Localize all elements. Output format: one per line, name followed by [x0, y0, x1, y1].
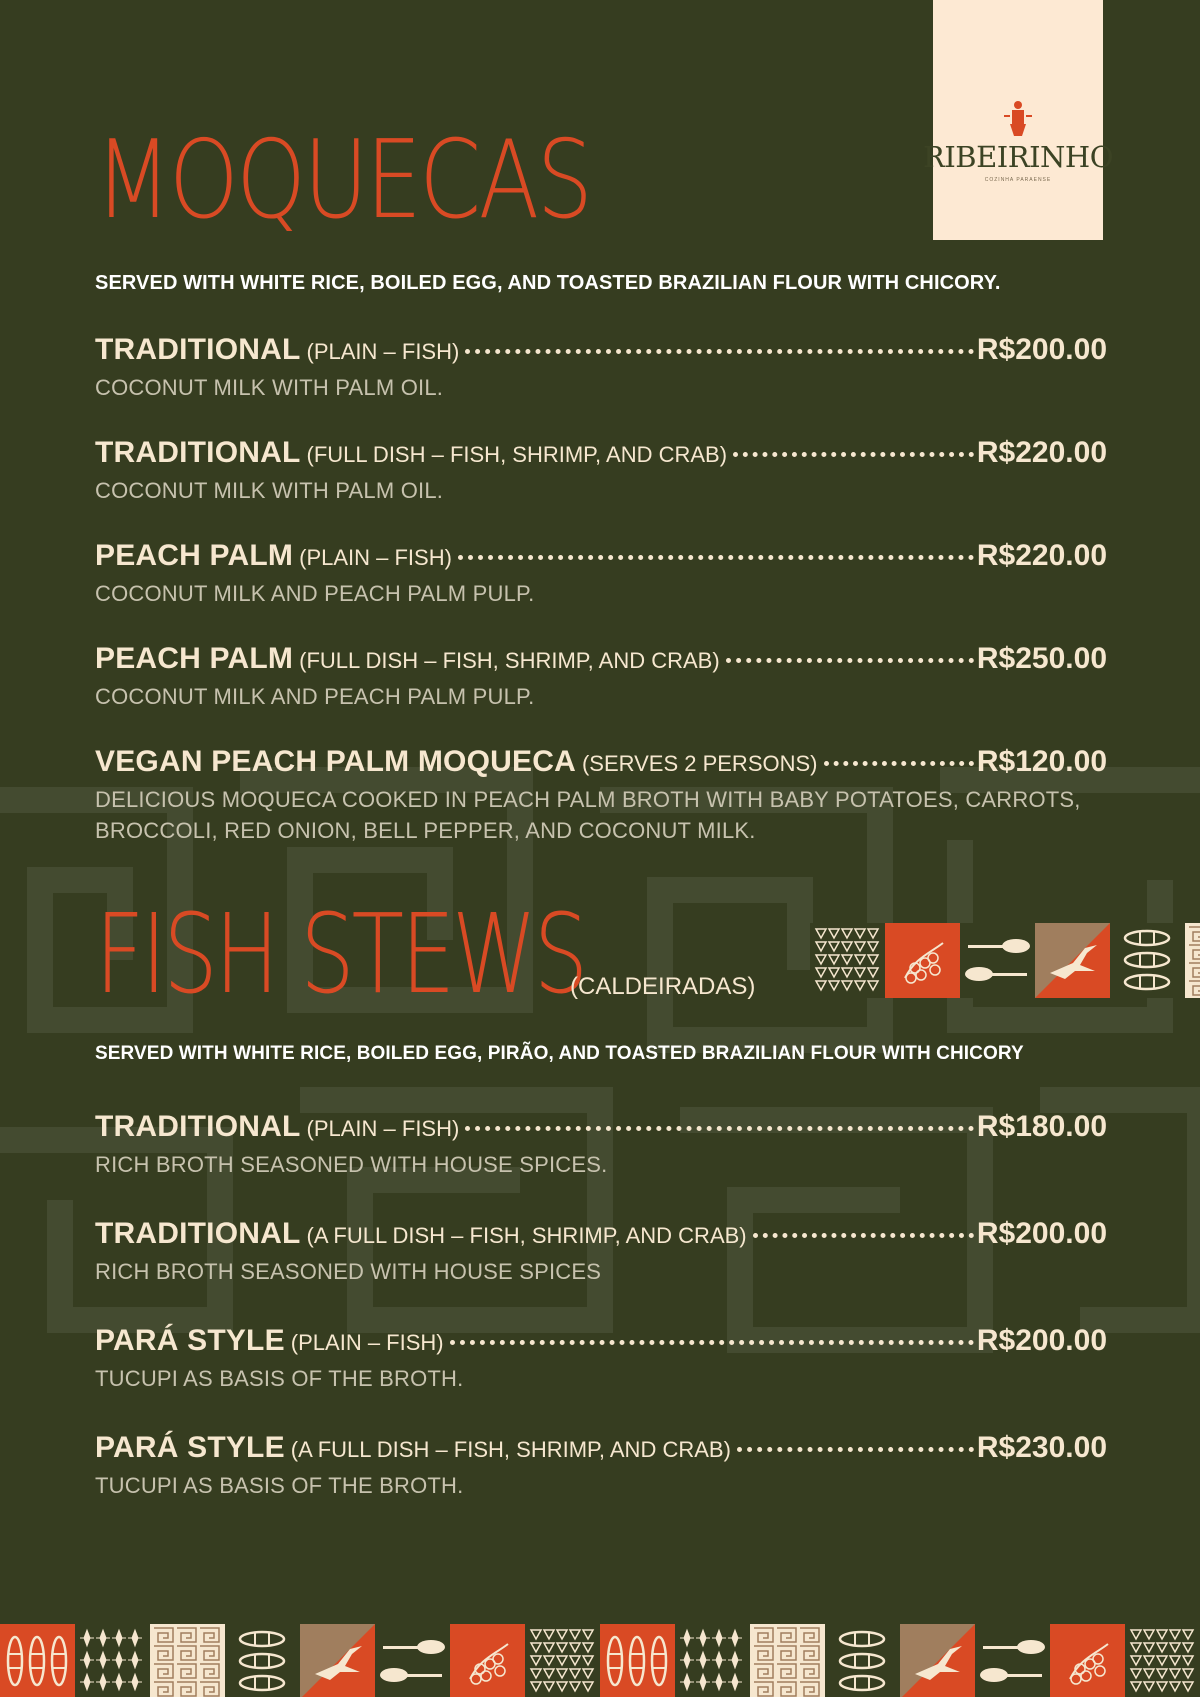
greek-key-tile-icon: [750, 1624, 825, 1697]
item-name: TRADITIONAL: [95, 436, 301, 469]
berries-tile-icon: [885, 923, 960, 998]
dot-leader: [824, 761, 974, 766]
paddles-tile-icon: [960, 923, 1035, 998]
item-name: PEACH PALM: [95, 642, 294, 675]
item-price: R$200.00: [976, 1217, 1107, 1250]
dot-leader: [450, 1340, 974, 1345]
item-name: TRADITIONAL: [95, 333, 301, 366]
menu-item: [95, 333, 1107, 404]
item-detail: (FULL DISH – FISH, SHRIMP, AND CRAB): [299, 648, 720, 673]
dot-leader: [726, 658, 974, 663]
diamonds-tile-icon: [75, 1624, 150, 1697]
item-detail: (A FULL DISH – FISH, SHRIMP, AND CRAB): [306, 1223, 747, 1248]
item-price: R$250.00: [976, 642, 1107, 675]
item-price: R$230.00: [976, 1431, 1107, 1464]
dot-leader: [737, 1447, 974, 1452]
section-title-moquecas: MOQUECAS: [95, 118, 591, 243]
diamonds-tile-icon: [675, 1624, 750, 1697]
dot-leader: [465, 1126, 974, 1131]
item-description: RICH BROTH SEASONED WITH HOUSE SPICES: [95, 1259, 602, 1284]
menu-item: [95, 539, 1107, 610]
heron-tile-icon: [900, 1624, 975, 1697]
logo-panel: [923, 0, 1113, 240]
item-name: TRADITIONAL: [95, 1217, 301, 1250]
berries-tile-icon: [450, 1624, 525, 1697]
paddles-tile-icon: [375, 1624, 450, 1697]
leaves-tile-icon: [225, 1624, 300, 1697]
item-detail: (PLAIN – FISH): [306, 339, 460, 364]
dot-leader: [733, 452, 974, 457]
menu-item: [95, 1431, 1107, 1502]
item-name: PARÁ STYLE: [95, 1431, 285, 1464]
section-subtitle-caldeiradas: (CALDEIRADAS): [570, 973, 756, 1000]
berries-tile-icon: [1050, 1624, 1125, 1697]
item-price: R$120.00: [976, 745, 1107, 778]
item-detail: (SERVES 2 PERSONS): [581, 751, 818, 776]
logo-tagline: COZINHA PARAENSE: [984, 176, 1052, 183]
item-description: RICH BROTH SEASONED WITH HOUSE SPICES.: [95, 1152, 608, 1177]
menu-item: [95, 1324, 1107, 1395]
menu-item: [95, 745, 1107, 847]
leaves-tile-icon: [1110, 923, 1185, 998]
leaves-orange-tile-icon: [0, 1624, 75, 1697]
menu-item: [95, 642, 1107, 713]
item-description: TUCUPI AS BASIS OF THE BROTH.: [95, 1366, 464, 1391]
item-price: R$220.00: [976, 539, 1107, 572]
item-price: R$200.00: [976, 1324, 1107, 1357]
triangles-tile-icon: [525, 1624, 600, 1697]
triangles-tile-icon: [1125, 1624, 1200, 1697]
item-detail: (PLAIN – FISH): [306, 1116, 460, 1141]
triangles-tile-icon: [810, 923, 885, 998]
dot-leader: [458, 555, 974, 560]
item-description: DELICIOUS MOQUECA COOKED IN PEACH PALM BROTH WITH BABY POTATOES, CARROTS, BROCCOLI, RED ONION, BELL PEPPER, AND COCONUT MILK.: [95, 787, 1081, 843]
greek-key-tile-icon: [1185, 923, 1200, 998]
moquecas-intro: SERVED WITH WHITE RICE, BOILED EGG, AND TOASTED BRAZILIAN FLOUR WITH CHICORY.: [95, 272, 1001, 294]
dot-leader: [753, 1233, 974, 1238]
item-name: PARÁ STYLE: [95, 1324, 285, 1357]
fish-stews-intro: SERVED WITH WHITE RICE, BOILED EGG, PIRÃO, AND TOASTED BRAZILIAN FLOUR WITH CHICORY: [95, 1043, 1024, 1064]
item-name: VEGAN PEACH PALM MOQUECA: [95, 745, 576, 778]
logo-name: RIBEIRINHO: [923, 139, 1113, 174]
section-title-fish-stews: FISH STEWS: [95, 890, 586, 1018]
paddles-tile-icon: [975, 1624, 1050, 1697]
decorative-tile-strip: [810, 923, 1200, 998]
item-description: COCONUT MILK WITH PALM OIL.: [95, 478, 444, 503]
dot-leader: [465, 349, 974, 354]
item-price: R$180.00: [976, 1110, 1107, 1143]
item-description: TUCUPI AS BASIS OF THE BROTH.: [95, 1473, 464, 1498]
item-name: PEACH PALM: [95, 539, 294, 572]
item-detail: (FULL DISH – FISH, SHRIMP, AND CRAB): [306, 442, 728, 467]
leaves-orange-tile-icon: [600, 1624, 675, 1697]
item-name: TRADITIONAL: [95, 1110, 301, 1143]
greek-key-tile-icon: [150, 1624, 225, 1697]
item-price: R$220.00: [976, 436, 1107, 469]
menu-item: [95, 1110, 1107, 1181]
item-detail: (PLAIN – FISH): [290, 1330, 444, 1355]
item-price: R$200.00: [976, 333, 1107, 366]
leaves-tile-icon: [825, 1624, 900, 1697]
heron-tile-icon: [300, 1624, 375, 1697]
item-description: COCONUT MILK AND PEACH PALM PULP.: [95, 684, 535, 709]
decorative-border-strip: [0, 1624, 1200, 1697]
menu-item: [95, 436, 1107, 507]
menu-item: [95, 1217, 1107, 1288]
heron-tile-icon: [1035, 923, 1110, 998]
item-description: COCONUT MILK WITH PALM OIL.: [95, 375, 444, 400]
item-detail: (PLAIN – FISH): [299, 545, 452, 570]
item-description: COCONUT MILK AND PEACH PALM PULP.: [95, 581, 535, 606]
item-detail: (A FULL DISH – FISH, SHRIMP, AND CRAB): [290, 1437, 731, 1462]
logo-fisherman-icon: [1000, 98, 1036, 138]
